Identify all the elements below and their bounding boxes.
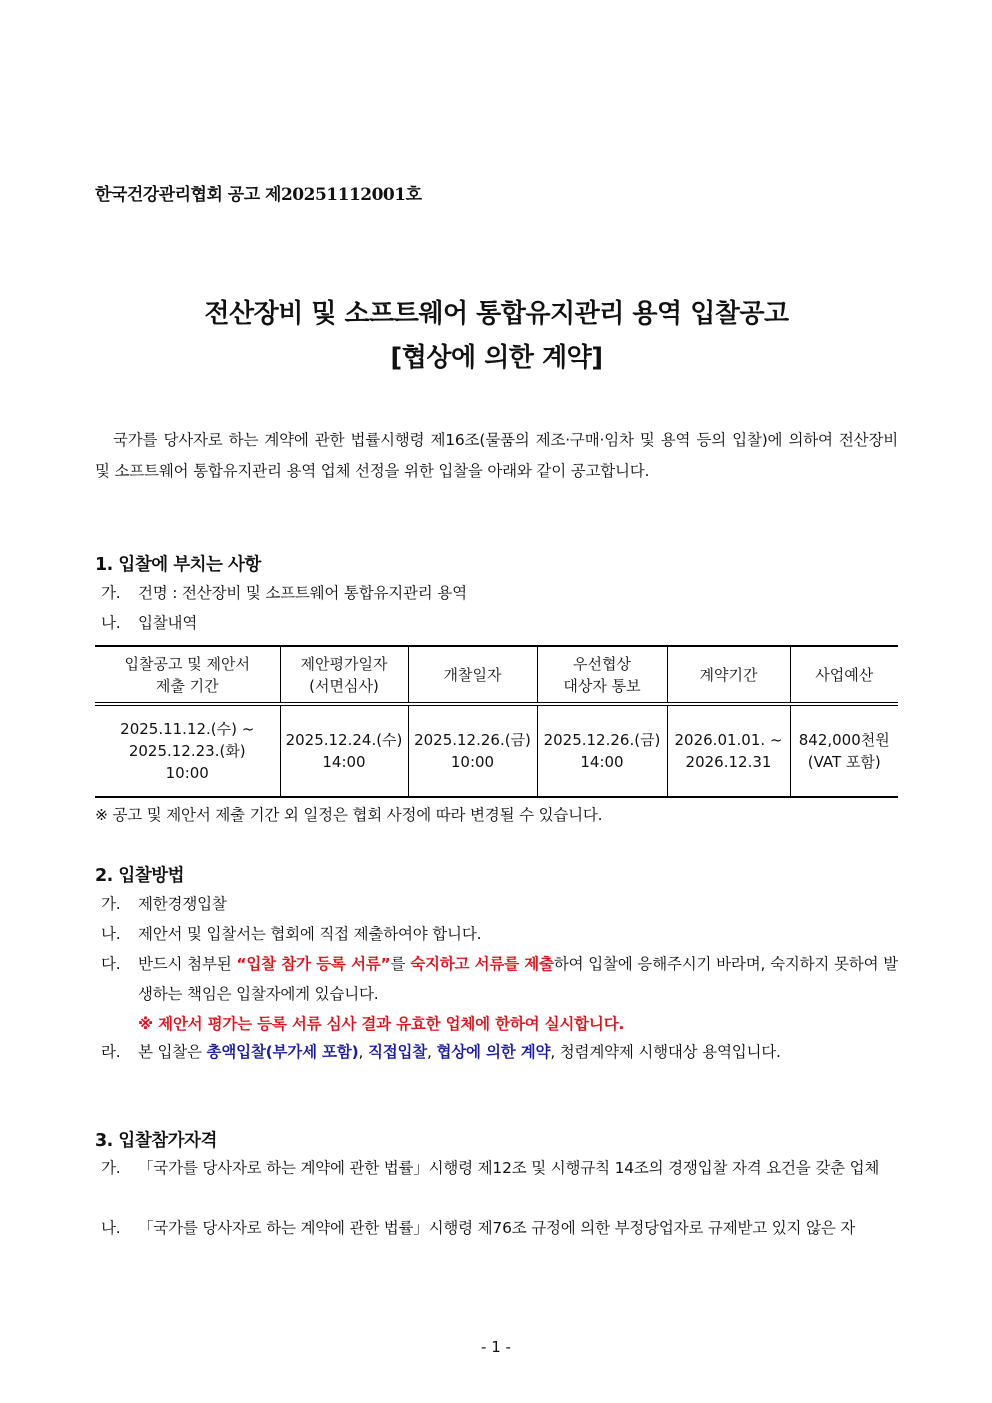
section-3-item-ga bbox=[95, 1153, 898, 1183]
header-contract-period: 계약기간 bbox=[667, 646, 790, 704]
intro-paragraph: 국가를 당사자로 하는 계약에 관한 법률시행령 제16조(물품의 제조·구매·임차 및 용역 등의 입찰)에 의하여 전산장비 및 소프트웨어 통합유지관리 용역 업체 선정을 위한 입찰을 아래와 같이 공고합니다. bbox=[95, 431, 898, 480]
item-text: 건명 : 전산장비 및 소프트웨어 통합유지관리 용역 bbox=[138, 584, 467, 602]
cell-submission-period: 2025.11.12.(수) ~ 2025.12.23.(화) 10:00 bbox=[95, 704, 280, 797]
section-3-item-na bbox=[95, 1213, 898, 1243]
bid-details-table bbox=[95, 645, 898, 798]
lump-sum-bid-emphasis: 총액입찰(부가세 포함) bbox=[206, 1043, 359, 1061]
notice-number: 한국건강관리협회 공고 제20251112001호 bbox=[95, 185, 422, 205]
section-2-item-da: 다. 반드시 첨부된 “입찰 참가 등록 서류”를 숙지하고 서류를 제출하여 입찰에 응해주시기 바라며, 숙지하지 못하여 발생하는 책임은 입찰자에게 있습니다. ※ 제안서 평가는 등록 서류 심사 결과 유효한 업체에 한하여 실시합니다. bbox=[95, 949, 898, 1039]
table-row bbox=[95, 704, 898, 797]
page-number: - 1 - bbox=[481, 1338, 511, 1356]
negotiated-contract-emphasis: 협상에 의한 계약 bbox=[436, 1043, 551, 1061]
table-header-row bbox=[95, 646, 898, 704]
section-3-heading: 3. 입찰참가자격 bbox=[95, 1131, 217, 1151]
item-marker: 가. bbox=[101, 584, 121, 602]
item-marker: 다. bbox=[101, 955, 121, 973]
cell-opening-date: 2025.12.26.(금) 10:00 bbox=[408, 704, 537, 797]
item-text: 「국가를 당사자로 하는 계약에 관한 법률」시행령 제76조 규정에 의한 부정당업자로 규제받고 있지 않은 자 bbox=[138, 1219, 856, 1237]
cell-contract-period: 2026.01.01. ~ 2026.12.31 bbox=[667, 704, 790, 797]
item-marker: 가. bbox=[101, 895, 121, 913]
cell-evaluation-date: 2025.12.24.(수) 14:00 bbox=[280, 704, 408, 797]
section-2-item-ga bbox=[95, 889, 898, 919]
header-submission-period: 입찰공고 및 제안서 제출 기간 bbox=[95, 646, 280, 704]
item-text: 입찰내역 bbox=[138, 614, 198, 632]
header-priority-notice: 우선협상 대상자 통보 bbox=[537, 646, 667, 704]
cell-budget: 842,000천원 (VAT 포함) bbox=[790, 704, 898, 797]
submit-docs-emphasis: 숙지하고 서류를 제출 bbox=[410, 955, 554, 973]
section-2-item-ra: 라. 본 입찰은 총액입찰(부가세 포함), 직접입찰, 협상에 의한 계약, 청렴계약제 시행대상 용역입니다. bbox=[95, 1037, 898, 1067]
section-1-item-ga bbox=[95, 578, 898, 608]
header-evaluation-date: 제안평가일자 (서면심사) bbox=[280, 646, 408, 704]
item-marker: 가. bbox=[101, 1159, 121, 1177]
header-budget: 사업예산 bbox=[790, 646, 898, 704]
registration-docs-emphasis: “입찰 참가 등록 서류” bbox=[236, 955, 391, 973]
evaluation-condition-note: ※ 제안서 평가는 등록 서류 심사 결과 유효한 업체에 한하여 실시합니다. bbox=[138, 1015, 625, 1033]
section-1-heading: 1. 입찰에 부치는 사항 bbox=[95, 555, 261, 575]
schedule-change-note: ※ 공고 및 제안서 제출 기간 외 일정은 협회 사정에 따라 변경될 수 있습니다. bbox=[95, 806, 603, 824]
direct-bid-emphasis: 직접입찰 bbox=[367, 1043, 428, 1061]
section-2-heading: 2. 입찰방법 bbox=[95, 866, 185, 886]
item-marker: 나. bbox=[101, 1219, 121, 1237]
title-line-1: 전산장비 및 소프트웨어 통합유지관리 용역 입찰공고 bbox=[204, 299, 789, 329]
title-line-2: [협상에 의한 계약] bbox=[390, 343, 603, 373]
item-marker: 나. bbox=[101, 925, 121, 943]
item-marker: 나. bbox=[101, 614, 121, 632]
item-marker: 라. bbox=[101, 1043, 121, 1061]
item-text: 제한경쟁입찰 bbox=[138, 895, 227, 913]
document-title bbox=[95, 292, 898, 380]
header-opening-date: 개찰일자 bbox=[408, 646, 537, 704]
section-2-item-na bbox=[95, 919, 898, 949]
item-text: 「국가를 당사자로 하는 계약에 관한 법률」시행령 제12조 및 시행규칙 14조의 경쟁입찰 자격 요건을 갖춘 업체 bbox=[138, 1159, 880, 1177]
item-text: 제안서 및 입찰서는 협회에 직접 제출하여야 합니다. bbox=[138, 925, 482, 943]
cell-priority-notice: 2025.12.26.(금) 14:00 bbox=[537, 704, 667, 797]
section-1-item-na bbox=[95, 608, 898, 638]
